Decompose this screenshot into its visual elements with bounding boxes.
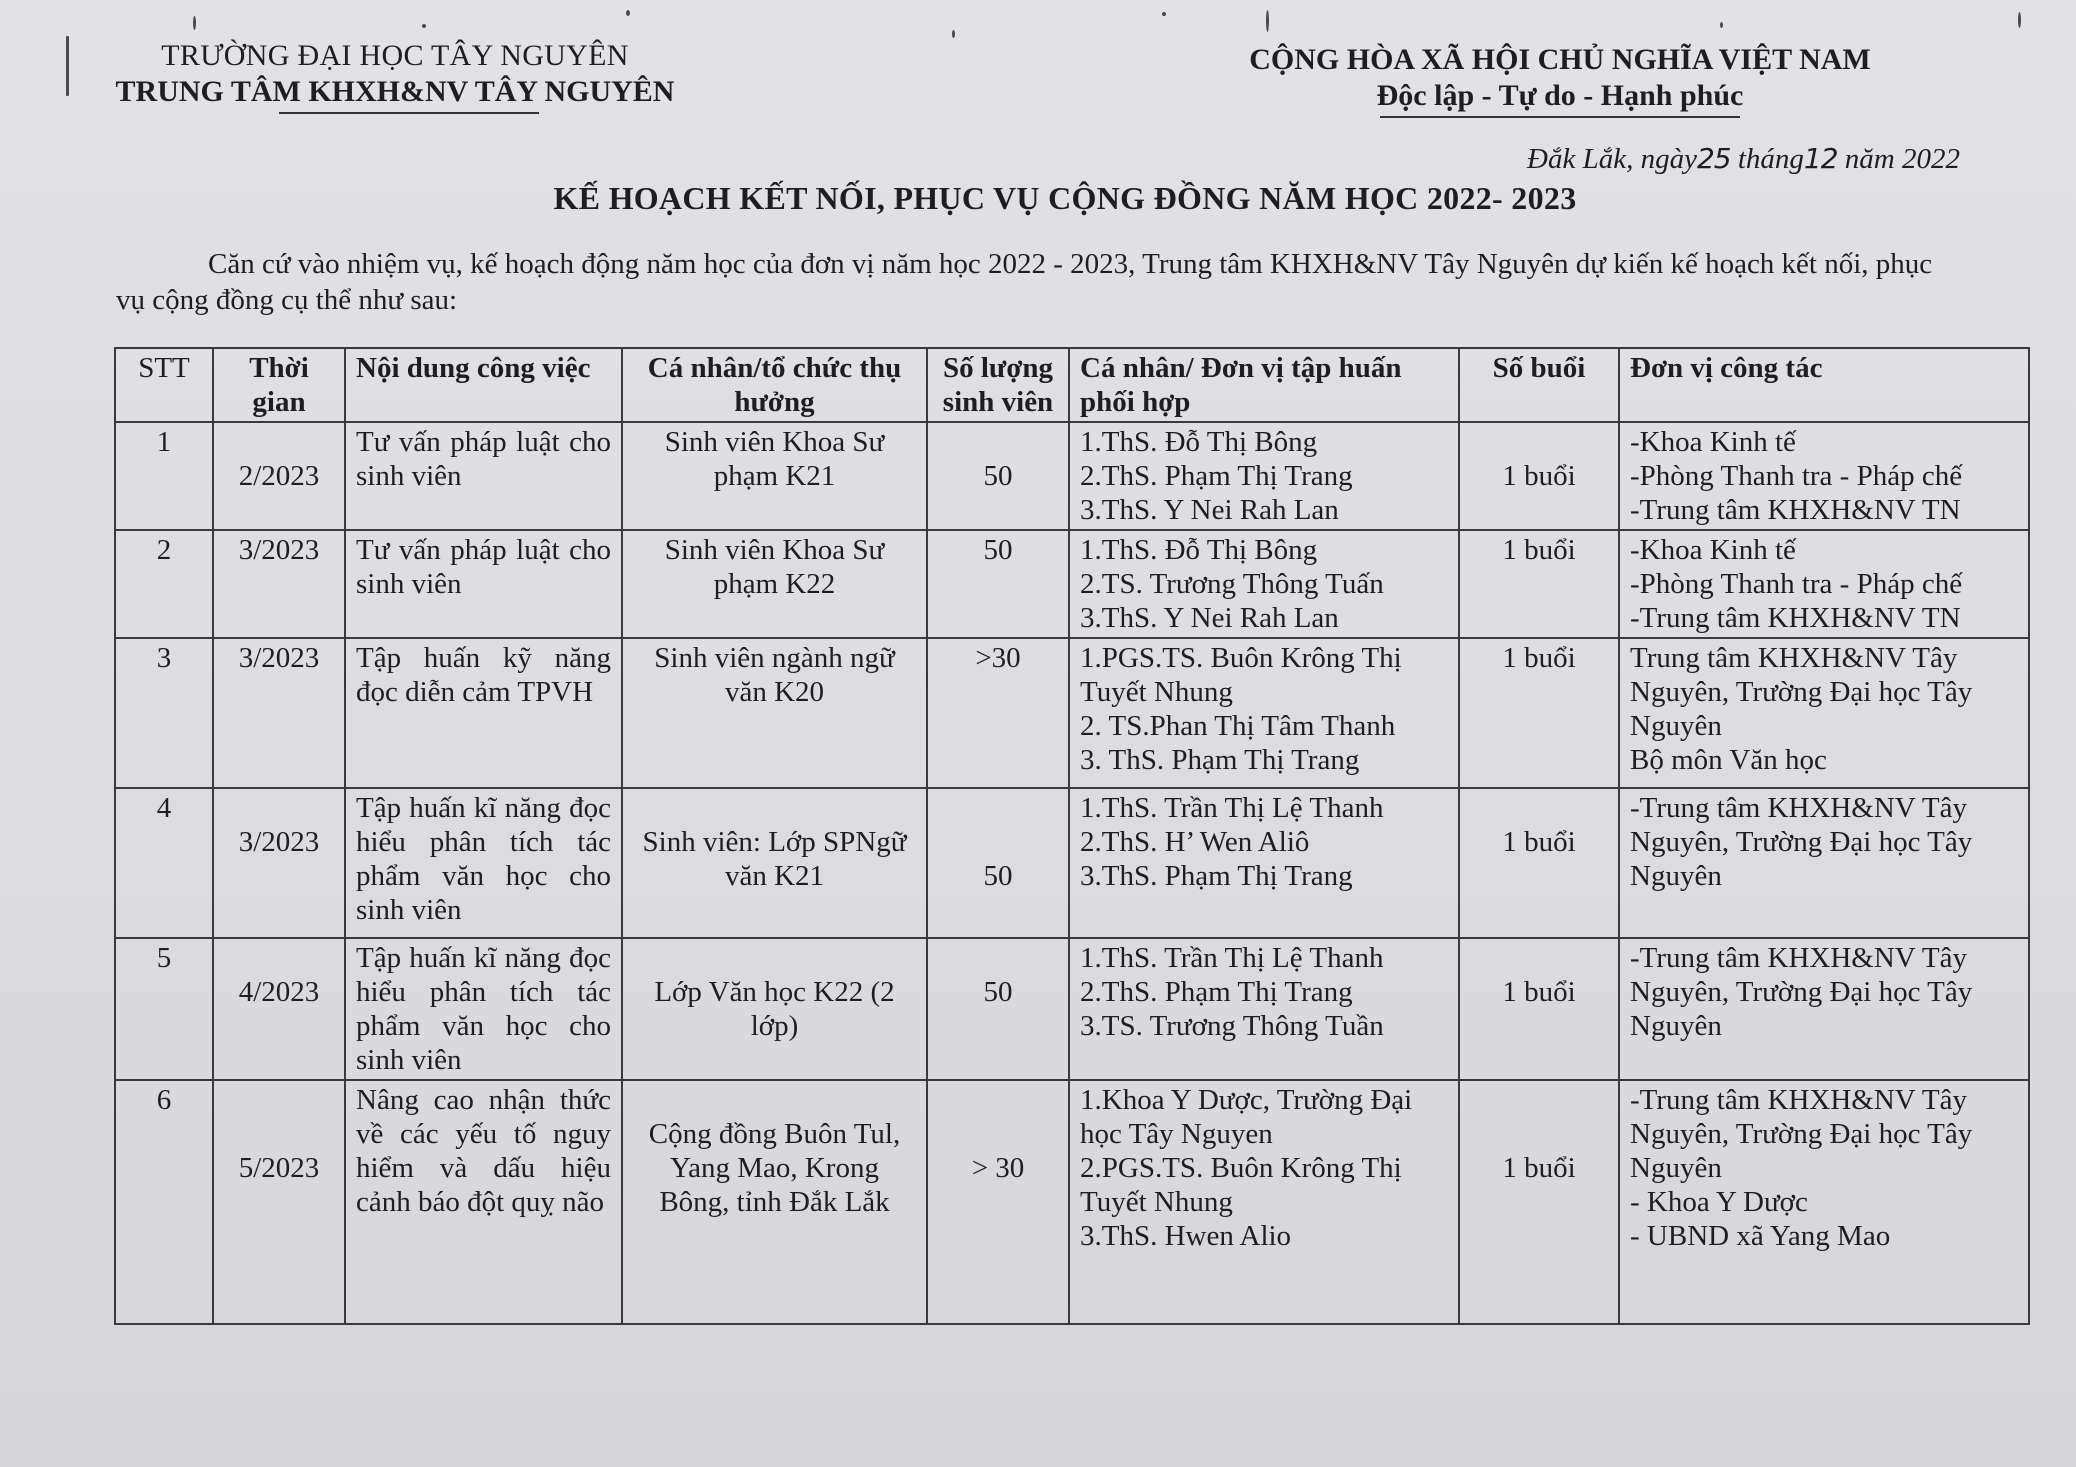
trainer-line: 3. ThS. Phạm Thị Trang xyxy=(1080,744,1360,776)
header-left-underline xyxy=(279,112,539,114)
cell-content: Tư vấn pháp luật cho sinh viên xyxy=(345,422,622,530)
cell-stt: 1 xyxy=(115,422,213,530)
trainer-line: 2.TS. Trương Thông Tuấn xyxy=(1080,568,1384,600)
header-stt: STT xyxy=(115,348,213,422)
cell-units xyxy=(1619,788,2029,938)
cell-beneficiary: Sinh viên ngành ngữ văn K20 xyxy=(622,638,927,788)
ink-speck xyxy=(952,30,955,38)
table-row xyxy=(115,422,2029,530)
header-right-underline xyxy=(1380,116,1740,118)
cell-units xyxy=(1619,938,2029,1080)
cell-sessions: 1 buổi xyxy=(1459,530,1619,638)
cell-trainers xyxy=(1069,1080,1459,1324)
cell-students: 50 xyxy=(927,938,1069,1080)
date-year: năm 2022 xyxy=(1844,143,1960,175)
country-name: CỘNG HÒA XÃ HỘI CHỦ NGHĨA VIỆT NAM xyxy=(1249,43,1871,76)
trainer-line: 1.ThS. Trần Thị Lệ Thanh xyxy=(1080,942,1384,974)
unit-line: -Khoa Kinh tế xyxy=(1630,426,1796,458)
ink-speck xyxy=(422,24,426,28)
national-motto: Độc lập - Tự do - Hạnh phúc xyxy=(1376,79,1744,112)
unit-line: Trung tâm KHXH&NV Tây Nguyên, Trường Đại học Tây Nguyên xyxy=(1630,642,1973,742)
cell-students: 50 xyxy=(927,530,1069,638)
trainer-line: 2.ThS. Phạm Thị Trang xyxy=(1080,976,1353,1008)
cell-sessions: 1 buổi xyxy=(1459,938,1619,1080)
unit-line: -Trung tâm KHXH&NV Tây Nguyên, Trường Đại học Tây Nguyên xyxy=(1630,942,1973,1042)
header-right xyxy=(1180,42,1940,118)
cell-content: Tập huấn kĩ năng đọc hiểu phân tích tác phẩm văn học cho sinh viên xyxy=(345,938,622,1080)
unit-line: -Phòng Thanh tra - Pháp chế xyxy=(1630,460,1963,492)
cell-trainers xyxy=(1069,530,1459,638)
trainer-line: 1.ThS. Đỗ Thị Bông xyxy=(1080,534,1318,566)
cell-students: 50 xyxy=(927,422,1069,530)
cell-beneficiary: Cộng đồng Buôn Tul, Yang Mao, Krong Bông, tỉnh Đắk Lắk xyxy=(622,1080,927,1324)
table-row xyxy=(115,1080,2029,1324)
cell-trainers xyxy=(1069,938,1459,1080)
unit-line: -Trung tâm KHXH&NV Tây Nguyên, Trường Đại học Tây Nguyên xyxy=(1630,792,1973,892)
cell-units xyxy=(1619,422,2029,530)
cell-beneficiary: Sinh viên Khoa Sư phạm K22 xyxy=(622,530,927,638)
ink-speck xyxy=(1162,12,1166,16)
cell-stt: 5 xyxy=(115,938,213,1080)
date-prefix: Đắk Lắk, ngày xyxy=(1527,143,1697,175)
date-month: 12 xyxy=(1803,142,1838,175)
table-row xyxy=(115,938,2029,1080)
trainer-line: 1.Khoa Y Dược, Trường Đại học Tây Nguyen xyxy=(1080,1084,1413,1150)
cell-time: 5/2023 xyxy=(213,1080,345,1324)
header-students: Số lượng sinh viên xyxy=(927,348,1069,422)
intro-paragraph: Căn cứ vào nhiệm vụ, kế hoạch động năm học của đơn vị năm học 2022 - 2023, Trung tâm KHXH&NV Tây Nguyên dự kiến kế hoạch kết nối, phục vụ cộng đồng cụ thể như sau: xyxy=(116,248,1933,316)
table-row xyxy=(115,788,2029,938)
cell-students: > 30 xyxy=(927,1080,1069,1324)
university-name: TRƯỜNG ĐẠI HỌC TÂY NGUYÊN xyxy=(161,39,629,72)
date-month-label: tháng xyxy=(1737,143,1804,175)
unit-line: -Khoa Kinh tế xyxy=(1630,534,1796,566)
ink-speck xyxy=(1720,22,1723,28)
cell-trainers xyxy=(1069,422,1459,530)
table-row xyxy=(115,638,2029,788)
cell-beneficiary: Sinh viên: Lớp SPNgữ văn K21 xyxy=(622,788,927,938)
cell-beneficiary: Lớp Văn học K22 (2 lớp) xyxy=(622,938,927,1080)
ink-speck xyxy=(66,36,69,96)
unit-line: -Trung tâm KHXH&NV Tây Nguyên, Trường Đại học Tây Nguyên xyxy=(1630,1084,1973,1184)
date-day: 25 xyxy=(1696,142,1731,175)
cell-content: Tư vấn pháp luật cho sinh viên xyxy=(345,530,622,638)
cell-time: 3/2023 xyxy=(213,638,345,788)
header-sessions: Số buổi xyxy=(1459,348,1619,422)
cell-units xyxy=(1619,1080,2029,1324)
unit-line: Bộ môn Văn học xyxy=(1630,744,1827,776)
cell-content: Tập huấn kỹ năng đọc diễn cảm TPVH xyxy=(345,638,622,788)
cell-trainers xyxy=(1069,638,1459,788)
ink-speck xyxy=(626,10,630,16)
ink-speck xyxy=(193,16,196,30)
header-units: Đơn vị công tác xyxy=(1619,348,2029,422)
table-header-row xyxy=(115,348,2029,422)
cell-sessions: 1 buổi xyxy=(1459,788,1619,938)
cell-stt: 4 xyxy=(115,788,213,938)
cell-stt: 6 xyxy=(115,1080,213,1324)
unit-line: -Trung tâm KHXH&NV TN xyxy=(1630,602,1961,634)
center-name: TRUNG TÂM KHXH&NV TÂY NGUYÊN xyxy=(115,75,675,108)
header-trainers: Cá nhân/ Đơn vị tập huấn phối hợp xyxy=(1069,348,1459,422)
plan-table xyxy=(114,347,2030,1325)
unit-line: -Trung tâm KHXH&NV TN xyxy=(1630,494,1961,526)
cell-units xyxy=(1619,638,2029,788)
cell-beneficiary: Sinh viên Khoa Sư phạm K21 xyxy=(622,422,927,530)
cell-stt: 2 xyxy=(115,530,213,638)
header-content: Nội dung công việc xyxy=(345,348,622,422)
cell-stt: 3 xyxy=(115,638,213,788)
cell-content: Nâng cao nhận thức về các yếu tố nguy hiểm và dấu hiệu cảnh báo đột quỵ não xyxy=(345,1080,622,1324)
cell-sessions: 1 buổi xyxy=(1459,422,1619,530)
table-row xyxy=(115,530,2029,638)
trainer-line: 1.ThS. Đỗ Thị Bông xyxy=(1080,426,1318,458)
cell-time: 3/2023 xyxy=(213,530,345,638)
trainer-line: 2.ThS. Phạm Thị Trang xyxy=(1080,460,1353,492)
header-time: Thời gian xyxy=(213,348,345,422)
trainer-line: 3.ThS. Hwen Alio xyxy=(1080,1220,1292,1252)
trainer-line: 1.PGS.TS. Buôn Krông Thị Tuyết Nhung xyxy=(1080,642,1402,708)
unit-line: - Khoa Y Dược xyxy=(1630,1186,1808,1218)
trainer-line: 3.ThS. Phạm Thị Trang xyxy=(1080,860,1353,892)
ink-speck xyxy=(2018,12,2021,28)
cell-sessions: 1 buổi xyxy=(1459,1080,1619,1324)
header-beneficiary: Cá nhân/tổ chức thụ hưởng xyxy=(622,348,927,422)
document-title: KẾ HOẠCH KẾT NỐI, PHỤC VỤ CỘNG ĐỒNG NĂM HỌC 2022- 2023 xyxy=(553,180,1577,216)
trainer-line: 3.ThS. Y Nei Rah Lan xyxy=(1080,494,1339,526)
cell-time: 4/2023 xyxy=(213,938,345,1080)
cell-content: Tập huấn kĩ năng đọc hiểu phân tích tác phẩm văn học cho sinh viên xyxy=(345,788,622,938)
cell-time: 2/2023 xyxy=(213,422,345,530)
cell-students: 50 xyxy=(927,788,1069,938)
trainer-line: 3.TS. Trương Thông Tuần xyxy=(1080,1010,1384,1042)
trainer-line: 1.ThS. Trần Thị Lệ Thanh xyxy=(1080,792,1384,824)
cell-sessions: 1 buổi xyxy=(1459,638,1619,788)
cell-students: >30 xyxy=(927,638,1069,788)
unit-line: - UBND xã Yang Mao xyxy=(1630,1220,1891,1252)
cell-trainers xyxy=(1069,788,1459,938)
document-date xyxy=(1480,142,1960,176)
trainer-line: 3.ThS. Y Nei Rah Lan xyxy=(1080,602,1339,634)
cell-units xyxy=(1619,530,2029,638)
header-left xyxy=(100,38,690,114)
unit-line: -Phòng Thanh tra - Pháp chế xyxy=(1630,568,1963,600)
ink-speck xyxy=(1266,10,1269,32)
cell-time: 3/2023 xyxy=(213,788,345,938)
trainer-line: 2. TS.Phan Thị Tâm Thanh xyxy=(1080,710,1396,742)
trainer-line: 2.PGS.TS. Buôn Krông Thị Tuyết Nhung xyxy=(1080,1152,1402,1218)
trainer-line: 2.ThS. H’ Wen Aliô xyxy=(1080,826,1310,858)
